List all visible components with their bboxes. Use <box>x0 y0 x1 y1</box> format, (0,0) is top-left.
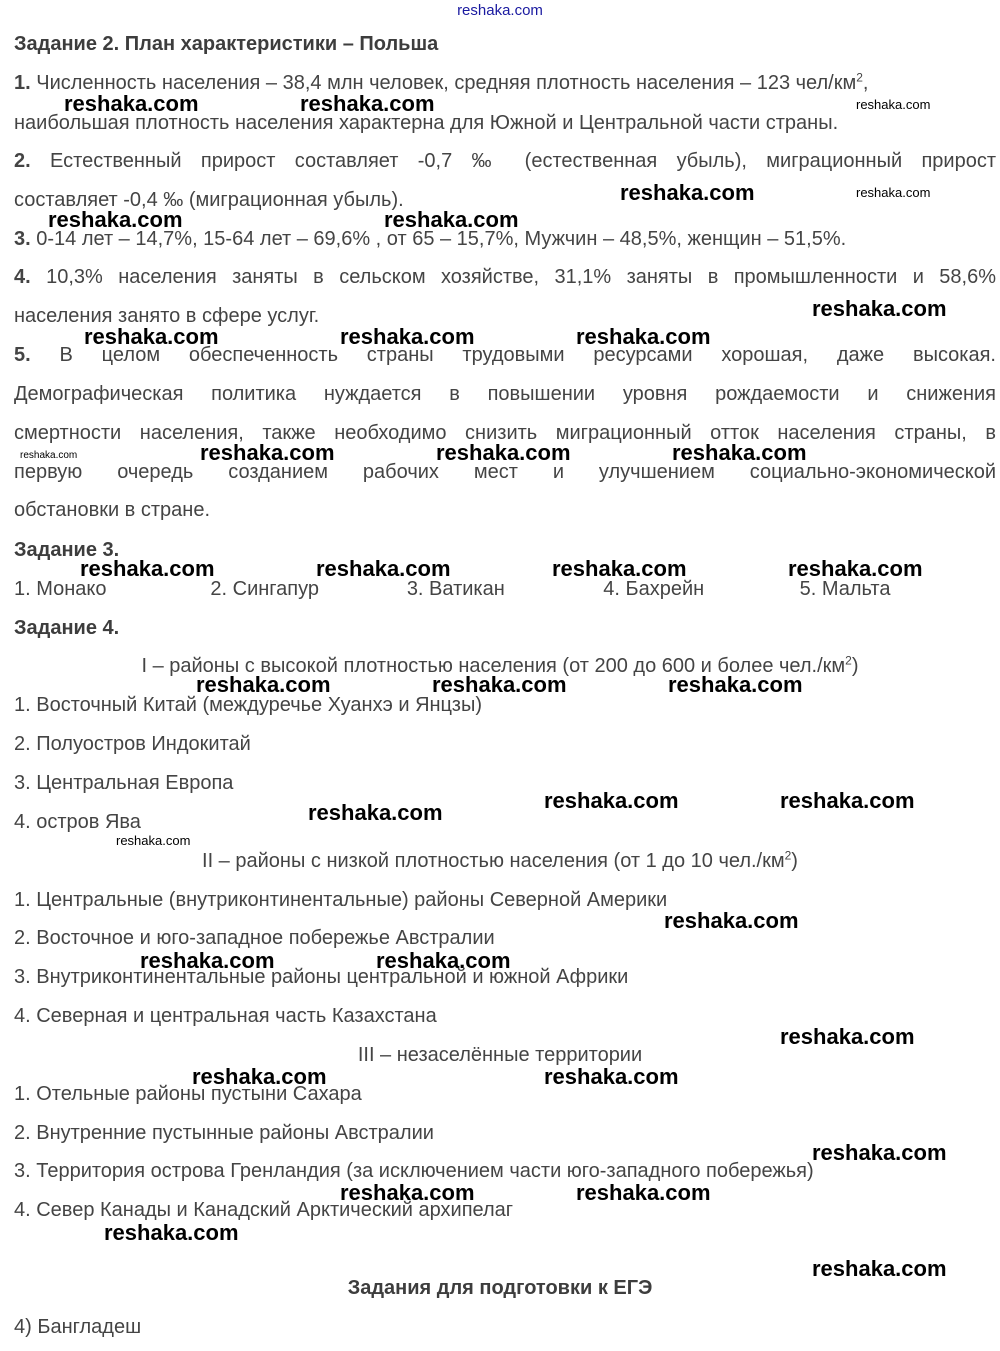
watermark: reshaka.com <box>200 440 335 465</box>
watermark: reshaka.com <box>384 207 519 232</box>
watermark: reshaka.com <box>576 1180 711 1205</box>
watermark: reshaka.com <box>856 185 931 200</box>
watermark: reshaka.com <box>192 1064 327 1089</box>
list-item: 2. Внутренние пустынные районы Австралии <box>14 1122 434 1144</box>
watermark: reshaka.com <box>552 556 687 581</box>
watermark: reshaka.com <box>788 556 923 581</box>
task2-p2-line1 <box>14 150 996 173</box>
ege-title: Задания для подготовки к ЕГЭ <box>347 1277 653 1299</box>
list-item: 1. Центральные (внутриконтинентальные) районы Северной Америки <box>14 889 668 911</box>
watermark: reshaka.com <box>436 440 571 465</box>
list-item: 4. Северная и центральная часть Казахстана <box>14 1005 437 1027</box>
p4-text: 10,3% населения заняты в сельском хозяйстве, 31,1% заняты в промышленности и 58,6% <box>46 266 996 288</box>
list-item: 3. Территория острова Гренландия (за исключением части юго-западного побережья) <box>14 1160 814 1182</box>
p1-sup: 2 <box>856 70 863 85</box>
watermark: reshaka.com <box>340 324 475 349</box>
list-item: 1. Отельные районы пустыни Сахара <box>14 1083 362 1105</box>
site-watermark-top: reshaka.com <box>457 2 543 19</box>
watermark: reshaka.com <box>812 296 947 321</box>
watermark: reshaka.com <box>620 180 755 205</box>
watermark: reshaka.com <box>376 948 511 973</box>
list-item: 3. Внутриконтинентальные районы центральной и южной Африки <box>14 966 629 988</box>
watermark: reshaka.com <box>544 1064 679 1089</box>
p5-text: В целом обеспеченность страны трудовыми ресурсами хорошая, даже высокая. <box>59 344 996 366</box>
list-item: 3. Ватикан <box>406 578 505 600</box>
watermark: reshaka.com <box>672 440 807 465</box>
watermark: reshaka.com <box>48 207 183 232</box>
task4-title: Задание 4. <box>14 617 120 639</box>
task2-title: Задание 2. План характеристики – Польша <box>14 33 439 55</box>
watermark: reshaka.com <box>340 1180 475 1205</box>
p1-text: Численность населения – 38,4 млн человек, средняя плотность населения – 123 чел/км <box>36 72 857 94</box>
ege-answer: 4) Бангладеш <box>14 1316 142 1338</box>
task2-p4-line2: населения занято в сфере услуг. <box>14 305 320 327</box>
group3-heading: III – незаселённые территории <box>357 1044 643 1066</box>
task2-p5-line5: обстановки в стране. <box>14 499 210 521</box>
group1-end: ) <box>851 655 859 677</box>
list-item: 1. Монако <box>14 578 107 600</box>
watermark: reshaka.com <box>196 672 331 697</box>
task2-p2-line2: составляет -0,4 ‰ (миграционная убыль). <box>14 189 404 211</box>
list-item: 2. Полуостров Индокитай <box>14 733 251 755</box>
group2-heading <box>0 850 1000 873</box>
p5-num: 5. <box>14 344 31 366</box>
list-item: 4. Север Канады и Канадский Арктический архипелаг <box>14 1199 514 1221</box>
p3-num: 3. <box>14 228 31 250</box>
watermark: reshaka.com <box>20 450 78 461</box>
watermark: reshaka.com <box>856 97 931 112</box>
watermark: reshaka.com <box>668 672 803 697</box>
p2-num: 2. <box>14 150 31 172</box>
watermark: reshaka.com <box>544 788 679 813</box>
watermark: reshaka.com <box>316 556 451 581</box>
task2-p4-line1 <box>14 266 996 289</box>
task2-p5-line2: Демографическая политика нуждается в повышении уровня рождаемости и снижения <box>14 383 996 405</box>
watermark: reshaka.com <box>664 908 799 933</box>
group2-heading-text: II – районы с низкой плотностью населения (от 1 до 10 чел./км <box>202 850 785 872</box>
watermark: reshaka.com <box>80 556 215 581</box>
p4-num: 4. <box>14 266 31 288</box>
watermark: reshaka.com <box>432 672 567 697</box>
group1-sup: 2 <box>845 653 852 668</box>
watermark: reshaka.com <box>140 948 275 973</box>
watermark: reshaka.com <box>300 91 435 116</box>
watermark: reshaka.com <box>576 324 711 349</box>
list-item: 4. остров Ява <box>14 811 141 833</box>
task2-p1-line2: наибольшая плотность населения характерна для Южной и Центральной части страны. <box>14 112 839 134</box>
watermark: reshaka.com <box>64 91 199 116</box>
watermark: reshaka.com <box>308 800 443 825</box>
watermark: reshaka.com <box>780 1024 915 1049</box>
p3-text: 0-14 лет – 14,7%, 15-64 лет – 69,6% , от 65 – 15,7%, Мужчин – 48,5%, женщин – 51,5%. <box>36 228 847 250</box>
list-item: 2. Восточное и юго-западное побережье Австралии <box>14 927 495 949</box>
list-item: 3. Центральная Европа <box>14 772 234 794</box>
watermark: reshaka.com <box>104 1220 239 1245</box>
list-item: 4. Бахрейн <box>603 578 705 600</box>
watermark: reshaka.com <box>780 788 915 813</box>
task3-title: Задание 3. <box>14 539 120 561</box>
watermark: reshaka.com <box>116 833 191 848</box>
p1-num: 1. <box>14 72 31 94</box>
watermark: reshaka.com <box>812 1256 947 1281</box>
list-item: 2. Сингапур <box>210 578 320 600</box>
watermark: reshaka.com <box>84 324 219 349</box>
p2-text: Естественный прирост составляет -0,7 ‰ (естественная убыль), миграционный прирост <box>50 150 996 172</box>
group2-end: ) <box>791 850 798 872</box>
task2-p5-line3: смертности населения, также необходимо снизить миграционный отток населения страны, в <box>14 422 996 444</box>
group2-sup: 2 <box>784 848 792 863</box>
list-item: 5. Мальта <box>799 578 891 600</box>
group1-heading-text: I – районы с высокой плотностью населения (от 200 до 600 и более чел./км <box>141 655 846 677</box>
p1-end: , <box>862 72 869 94</box>
task2-p5-line4: первую очередь созданием рабочих мест и улучшением социально-экономической <box>14 461 996 483</box>
watermark: reshaka.com <box>812 1140 947 1165</box>
list-item: 1. Восточный Китай (междуречье Хуанхэ и Янцзы) <box>14 694 482 716</box>
